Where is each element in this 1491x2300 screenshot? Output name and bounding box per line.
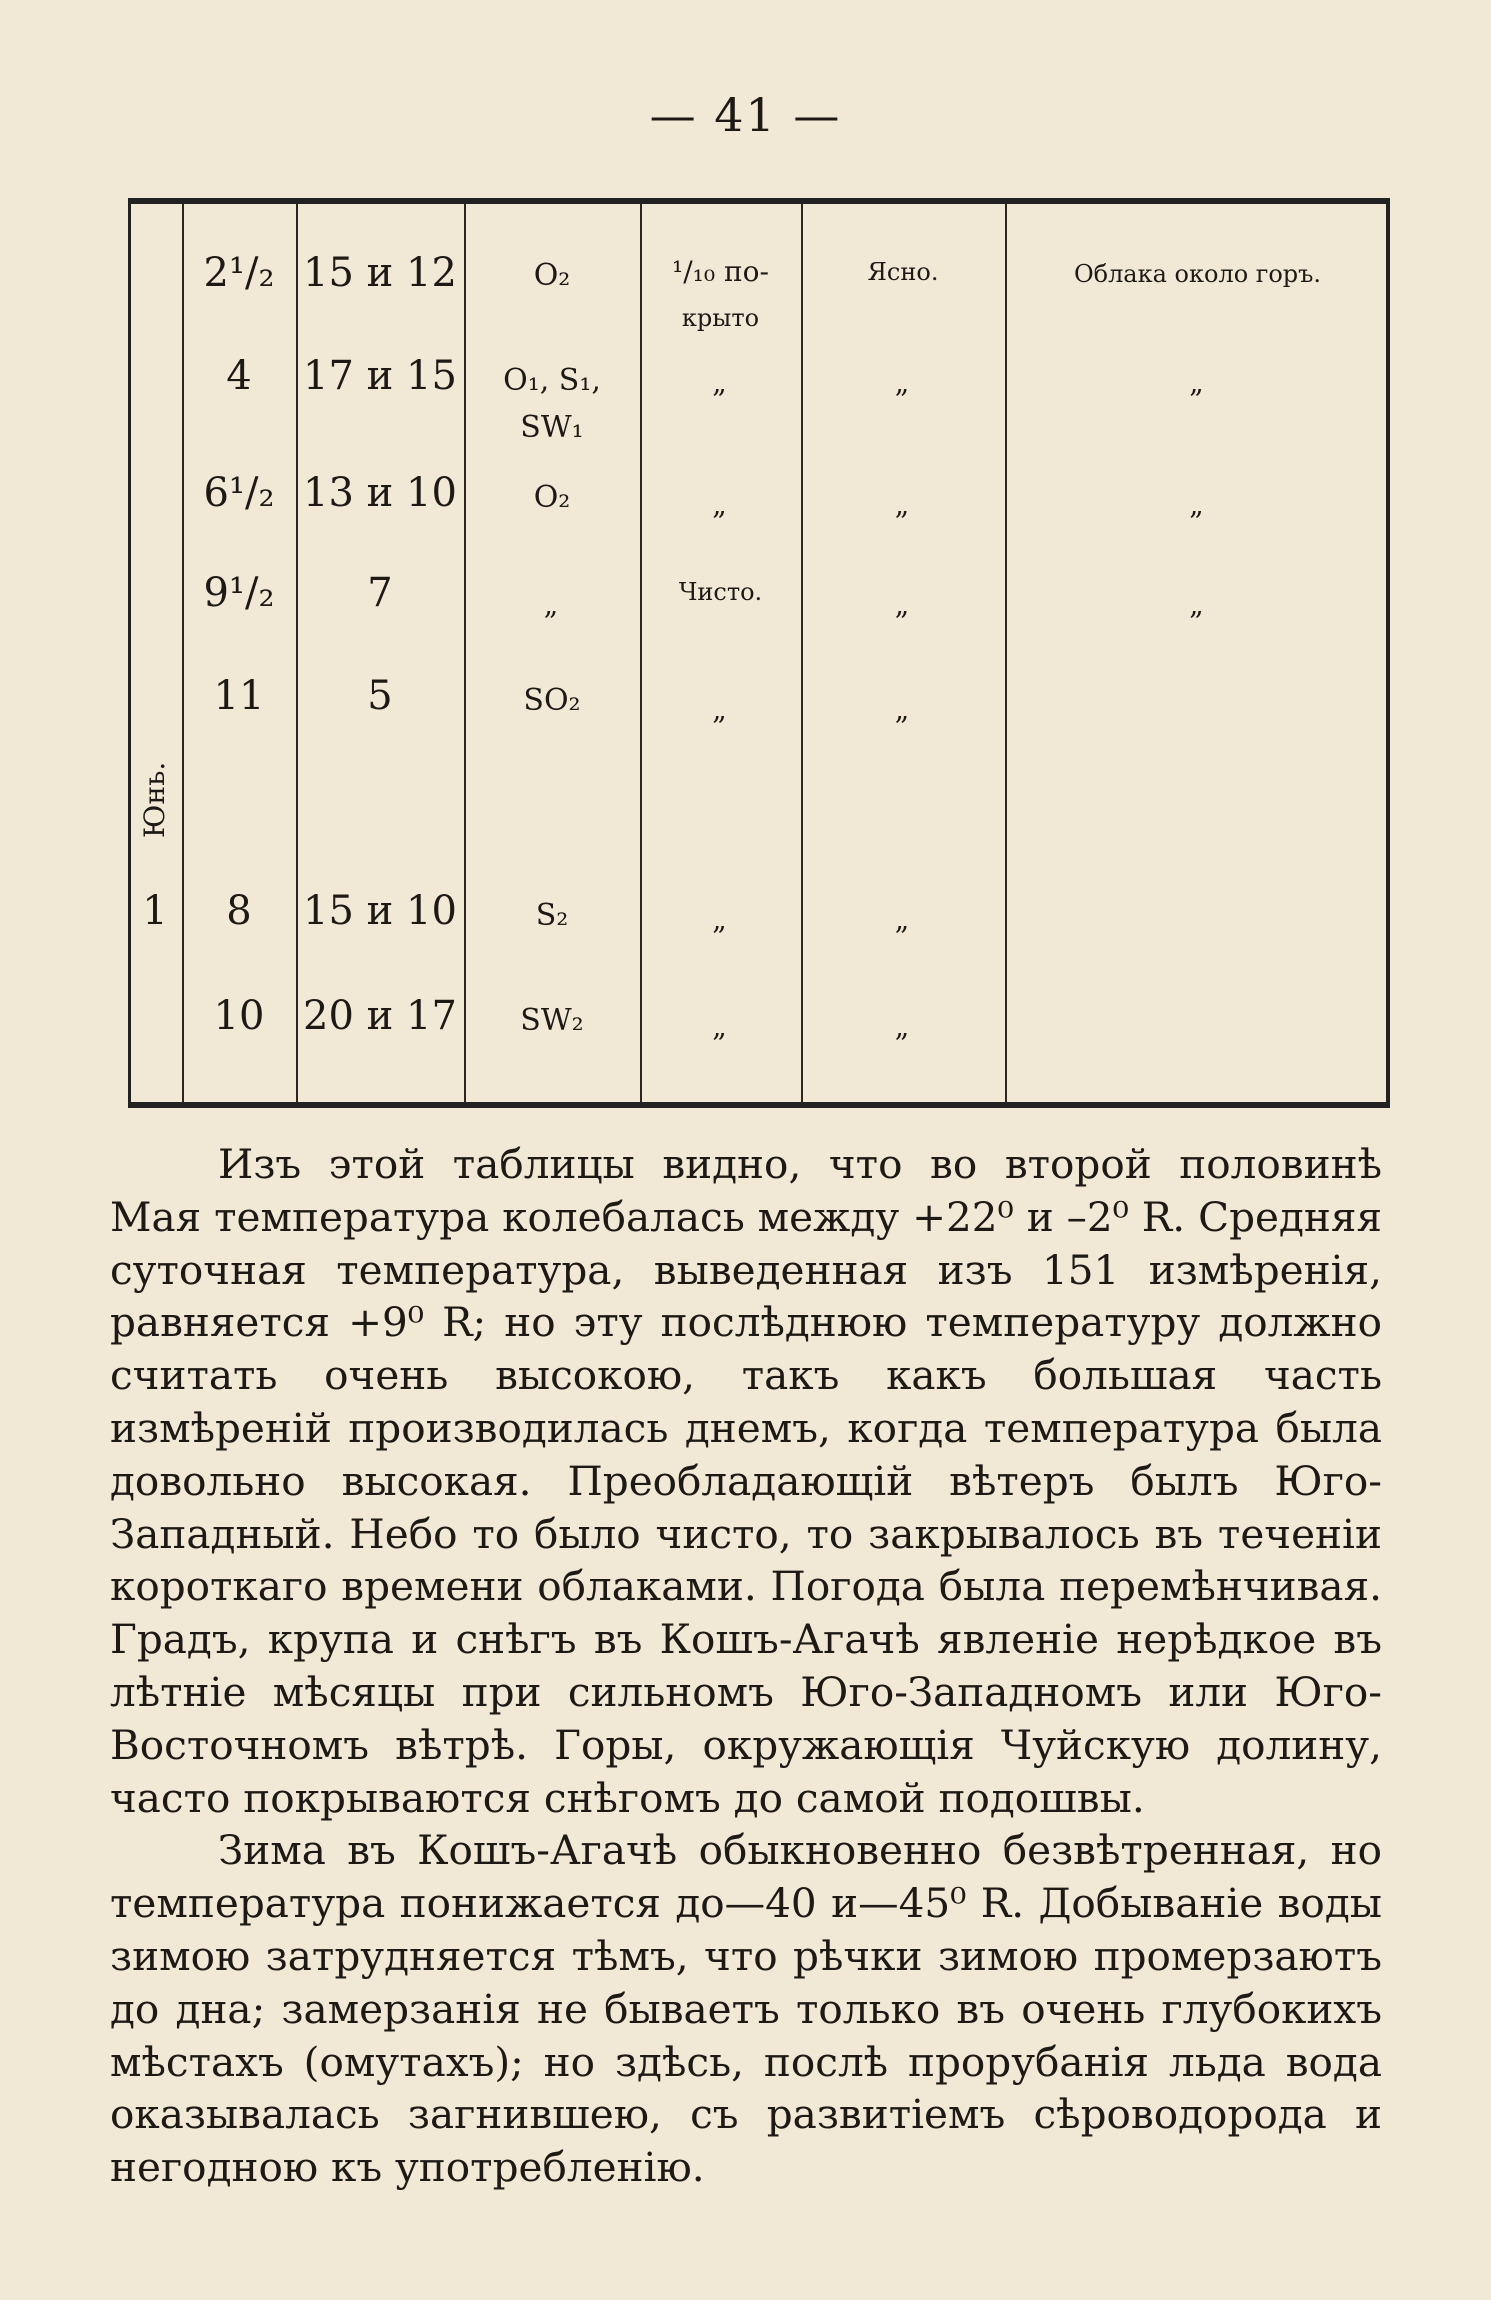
table-cell-wind: SW₂	[520, 1003, 584, 1038]
table-cell-cloud: ¹/₁₀ по-	[672, 255, 769, 288]
day-label: 1	[142, 888, 168, 934]
month-label: Юнь.	[138, 761, 171, 838]
table-cell-sky: „	[894, 1010, 912, 1043]
table-cell-sky: „	[894, 903, 912, 936]
table-cell-sky: „	[894, 488, 912, 521]
table-cell-hour: 2¹/₂	[203, 250, 275, 296]
table-cell-temp: 13 и 10	[303, 470, 457, 516]
table-cell-cloud: „	[712, 488, 729, 521]
table-cell-hour: 9¹/₂	[203, 570, 275, 616]
column-divider	[1005, 204, 1007, 1102]
table-cell-sky: „	[894, 588, 912, 621]
page-number: — 41 —	[649, 88, 842, 142]
observation-table	[128, 198, 1390, 1108]
table-cell-cloud: „	[712, 693, 729, 726]
table-cell-remark: „	[1189, 366, 1206, 399]
column-divider	[182, 204, 184, 1102]
table-cell-temp: 17 и 15	[303, 353, 457, 399]
paragraph: Зима въ Кошъ-Агачѣ обыкновенно безвѣтренная, но температура понижается до—40 и—45⁰ R. Добываніе воды зимою затрудняется тѣмъ, что рѣчки зимою промерзаютъ до дна; замерзанія не бываетъ только въ очень глубокихъ мѣстахъ (омутахъ); но здѣсь, послѣ прорубанія льда вода оказывалась загнившею, съ развитіемъ сѣроводорода и негодною къ употребленію.	[110, 1826, 1382, 2192]
table-cell-hour: 11	[213, 673, 265, 719]
table-cell-hour: 6¹/₂	[203, 470, 275, 516]
table-cell-temp: 7	[367, 570, 393, 616]
table-cell-sky: „	[894, 366, 912, 399]
table-cell-cloud: „	[712, 903, 729, 936]
table-cell-wind: O₂	[533, 480, 571, 515]
table-cell-wind: O₁, S₁,	[503, 363, 601, 398]
table-cell-hour: 10	[213, 993, 265, 1039]
table-cell-wind: SW₁	[520, 410, 584, 445]
table-cell-wind: O₂	[533, 258, 571, 293]
table-cell-cloud: крыто	[681, 304, 760, 332]
table-cell-sky: „	[894, 693, 912, 726]
table-cell-sky: Ясно.	[867, 258, 939, 286]
table-cell-cloud: „	[712, 366, 729, 399]
table-cell-hour: 4	[226, 353, 252, 399]
paragraph: Изъ этой таблицы видно, что во второй половинѣ Мая температура колебалась между +22⁰ и –2⁰ R. Средняя суточная температура, выведенная изъ 151 измѣренія, равняется +9⁰ R; но эту послѣднюю температуру должно считать очень высокою, такъ какъ большая часть измѣреній производилась днемъ, когда температура была довольно высокая. Преобладающій вѣтеръ былъ Юго-Западный. Небо то было чисто, то закрывалось въ теченіи короткаго времени облаками. Погода была перемѣнчивая. Градъ, крупа и снѣгъ въ Кошъ-Агачѣ явленіе нерѣдкое въ лѣтніе мѣсяцы при сильномъ Юго-Западномъ или Юго-Восточномъ вѣтрѣ. Горы, окружающія Чуйскую долину, часто покрываются снѣгомъ до самой подошвы.	[110, 1140, 1382, 1822]
table-cell-remark: „	[1189, 588, 1206, 621]
table-cell-cloud: „	[712, 1010, 729, 1043]
table-cell-temp: 20 и 17	[303, 993, 457, 1039]
table-cell-temp: 15 и 12	[303, 250, 457, 296]
table-cell-remark: Облака около горъ.	[1073, 260, 1322, 288]
column-divider	[801, 204, 803, 1102]
table-cell-wind: SO₂	[523, 683, 581, 718]
table-cell-temp: 5	[367, 673, 393, 719]
table-cell-wind: S₂	[535, 898, 569, 933]
column-divider	[464, 204, 466, 1102]
column-divider	[296, 204, 298, 1102]
table-cell-cloud: Чисто.	[678, 578, 763, 606]
table-cell-hour: 8	[226, 888, 252, 934]
table-cell-temp: 15 и 10	[303, 888, 457, 934]
table-cell-wind: „	[543, 588, 561, 621]
table-border	[128, 198, 1390, 1108]
body-text	[110, 1138, 1382, 2194]
column-divider	[640, 204, 642, 1102]
table-cell-remark: „	[1189, 488, 1206, 521]
